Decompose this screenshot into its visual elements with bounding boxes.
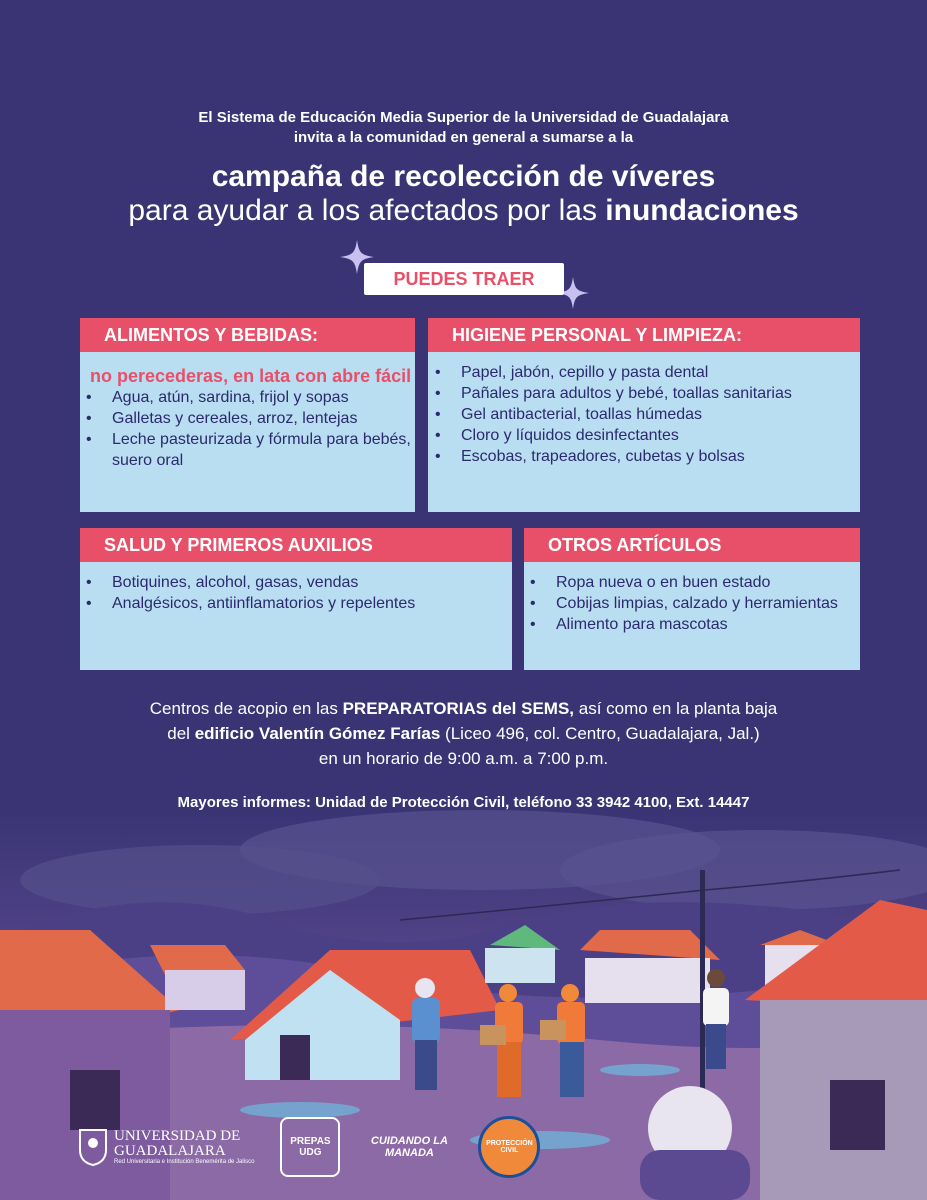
otros-title: OTROS ARTÍCULOS [524,528,860,562]
intro-line-1: El Sistema de Educación Media Superior de la Universidad de Guadalajara [198,109,729,126]
list-item: • Escobas, trapeadores, cubetas y bolsas [461,446,860,467]
higiene-box [428,318,860,512]
list-item: • Alimento para mascotas [556,614,860,635]
list-item: • Agua, atún, sardina, frijol y sopas [112,387,415,408]
cuidando-manada-logo [366,1119,452,1175]
campaign-title [0,160,927,228]
list-item: • Galletas y cereales, arroz, lentejas [112,408,415,429]
logo-bar [78,1116,540,1178]
intro-text [0,108,927,148]
higiene-title: HIGIENE PERSONAL Y LIMPIEZA: [428,318,860,352]
puedes-traer-badge: PUEDES TRAER [364,263,564,295]
prepas-udg-logo [280,1117,340,1177]
udg-tagline: Red Universitaria e Institución Benemérita de Jalisco [114,1159,255,1165]
info-line-2 [0,721,927,746]
list-item: • Analgésicos, antiinflamatorios y repelentes [112,593,512,614]
list-item: • Gel antibacterial, toallas húmedas [461,404,860,425]
udg-line-2: GUADALAJARA [114,1143,226,1159]
list-item: • Leche pasteurizada y fórmula para bebés, suero oral [112,429,415,471]
alimentos-box [80,318,415,512]
title-line-2 [0,194,927,228]
list-item: • Pañales para adultos y bebé, toallas sanitarias [461,383,860,404]
contact-info: Mayores informes: Unidad de Protección Civil, teléfono 33 3942 4100, Ext. 14447 [177,794,750,811]
list-item: • Botiquines, alcohol, gasas, vendas [112,572,512,593]
info-text: del [167,724,195,743]
info-line-1 [0,696,927,721]
list-item: • Cobijas limpias, calzado y herramientas [556,593,860,614]
proteccion-civil-logo [478,1116,540,1178]
salud-box [80,528,512,670]
info-text: Centros de acopio en las [149,699,343,718]
otros-box [524,528,860,670]
collection-info [0,696,927,771]
info-line-3: en un horario de 9:00 a.m. a 7:00 p.m. [318,749,609,768]
info-bold: PREPARATORIAS del SEMS, [342,699,575,718]
proteccion-civil-text: PROTECCIÓN CIVIL [486,1140,533,1154]
intro-line-2: invita a la comunidad en general a sumarse a la [293,129,634,146]
udg-logo [78,1128,254,1166]
list-item: • Ropa nueva o en buen estado [556,572,860,593]
info-text: así como en la planta baja [574,699,778,718]
list-item: • Cloro y líquidos desinfectantes [461,425,860,446]
cuidando-text: CUIDANDO LA MANADA [370,1135,448,1159]
title-line-1: campaña de recolección de víveres [211,160,716,193]
info-text: (Liceo 496, col. Centro, Guadalajara, Jal.) [440,724,760,743]
alimentos-title: ALIMENTOS Y BEBIDAS: [80,318,415,352]
title-line-2-prefix: para ayudar a los afectados por las [128,194,606,227]
list-item: • Papel, jabón, cepillo y pasta dental [461,362,860,383]
salud-title: SALUD Y PRIMEROS AUXILIOS [80,528,512,562]
alimentos-subtitle: no perecederas, en lata con abre fácil [90,366,412,386]
udg-line-1: UNIVERSIDAD DE [114,1128,241,1144]
title-line-2-bold: inundaciones [605,194,799,227]
udg-shield-icon [78,1128,108,1166]
prepas-udg-text: PREPAS UDG [290,1136,331,1158]
info-bold: edificio Valentín Gómez Farías [194,724,441,743]
